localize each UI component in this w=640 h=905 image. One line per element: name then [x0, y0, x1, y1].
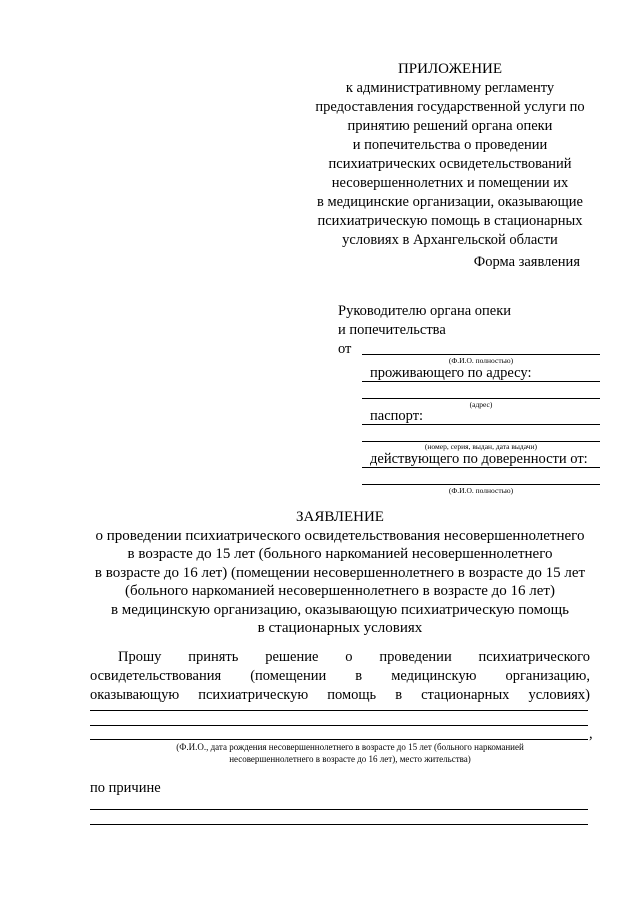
appendix-line: к административному регламенту	[345, 80, 555, 96]
appendix-title: ПРИЛОЖЕНИЕ	[397, 61, 503, 77]
appendix-line: несовершеннолетних и помещении их	[331, 175, 569, 191]
statement-line: (больного наркоманией несовершеннолетнего в возрасте до 16 лет)	[125, 583, 555, 599]
statement-line: в возрасте до 15 лет (больного наркоманией несовершеннолетнего	[127, 546, 553, 562]
form-label: Форма заявления	[473, 254, 580, 270]
passport-label: паспорт:	[370, 408, 424, 424]
address-field-line[interactable]	[362, 381, 600, 382]
address-field-line-2[interactable]	[362, 398, 600, 399]
fio-hint: (Ф.И.О. полностью)	[448, 356, 514, 365]
addressee-line: и попечительства	[338, 322, 446, 338]
statement-title-block	[80, 508, 600, 638]
address-hint: (адрес)	[469, 400, 493, 409]
minor-info-caption	[110, 741, 590, 765]
addressee-block	[338, 302, 511, 359]
from-label: от	[338, 341, 352, 357]
address-label: проживающего по адресу:	[370, 365, 532, 381]
minor-info-line-3[interactable]	[90, 739, 588, 740]
minor-info-line[interactable]	[90, 710, 588, 711]
appendix-line: предоставления государственной услуги по	[315, 99, 585, 115]
appendix-line: и попечительства о проведении	[352, 137, 548, 153]
proxy-hint: (Ф.И.О. полностью)	[448, 486, 514, 495]
appendix-line: в медицинские организации, оказывающие	[317, 194, 583, 210]
statement-line: в медицинскую организацию, оказывающую психиатрическую помощь	[110, 601, 570, 618]
proxy-label: действующего по доверенности от:	[370, 451, 588, 467]
request-line: оказывающую психиатрическую помощь в стационарных условиях)	[90, 687, 590, 703]
request-paragraph	[90, 648, 590, 705]
reason-field-line-2[interactable]	[90, 824, 588, 825]
appendix-line: психиатрических освидетельствований	[328, 156, 572, 172]
appendix-line: психиатрическую помощь в стационарных	[317, 213, 583, 229]
statement-line: в возрасте до 16 лет) (помещении несовершеннолетнего в возрасте до 15 лет	[94, 564, 586, 581]
reason-label: по причине	[90, 780, 161, 796]
caption-line: несовершеннолетнего в возрасте до 16 лет), место жительства)	[229, 754, 471, 764]
comma-mark: ,	[589, 726, 593, 742]
addressee-line: Руководителю органа опеки	[338, 303, 512, 319]
appendix-line: принятию решений органа опеки	[347, 118, 553, 134]
passport-hint: (номер, серия, выдан, дата выдачи)	[424, 442, 538, 451]
passport-field-line[interactable]	[362, 424, 600, 425]
request-line: Прошу принять решение о проведении психиатрического	[118, 649, 590, 665]
proxy-field-line[interactable]	[362, 467, 600, 468]
proxy-field-line-2[interactable]	[362, 484, 600, 485]
appendix-header	[300, 60, 600, 250]
statement-line: о проведении психиатрического освидетельствования несовершеннолетнего	[95, 527, 585, 544]
reason-field-line[interactable]	[90, 809, 588, 810]
request-line: освидетельствования (помещении в медицинскую организацию,	[90, 668, 590, 684]
statement-title: ЗАЯВЛЕНИЕ	[296, 509, 384, 525]
fio-field-line[interactable]	[362, 354, 600, 355]
appendix-line: условиях в Архангельской области	[342, 232, 558, 248]
minor-info-line-2[interactable]	[90, 725, 588, 726]
statement-line: в стационарных условиях	[257, 620, 423, 636]
caption-line: (Ф.И.О., дата рождения несовершеннолетнего в возрасте до 15 лет (больного наркоманией	[176, 742, 524, 752]
